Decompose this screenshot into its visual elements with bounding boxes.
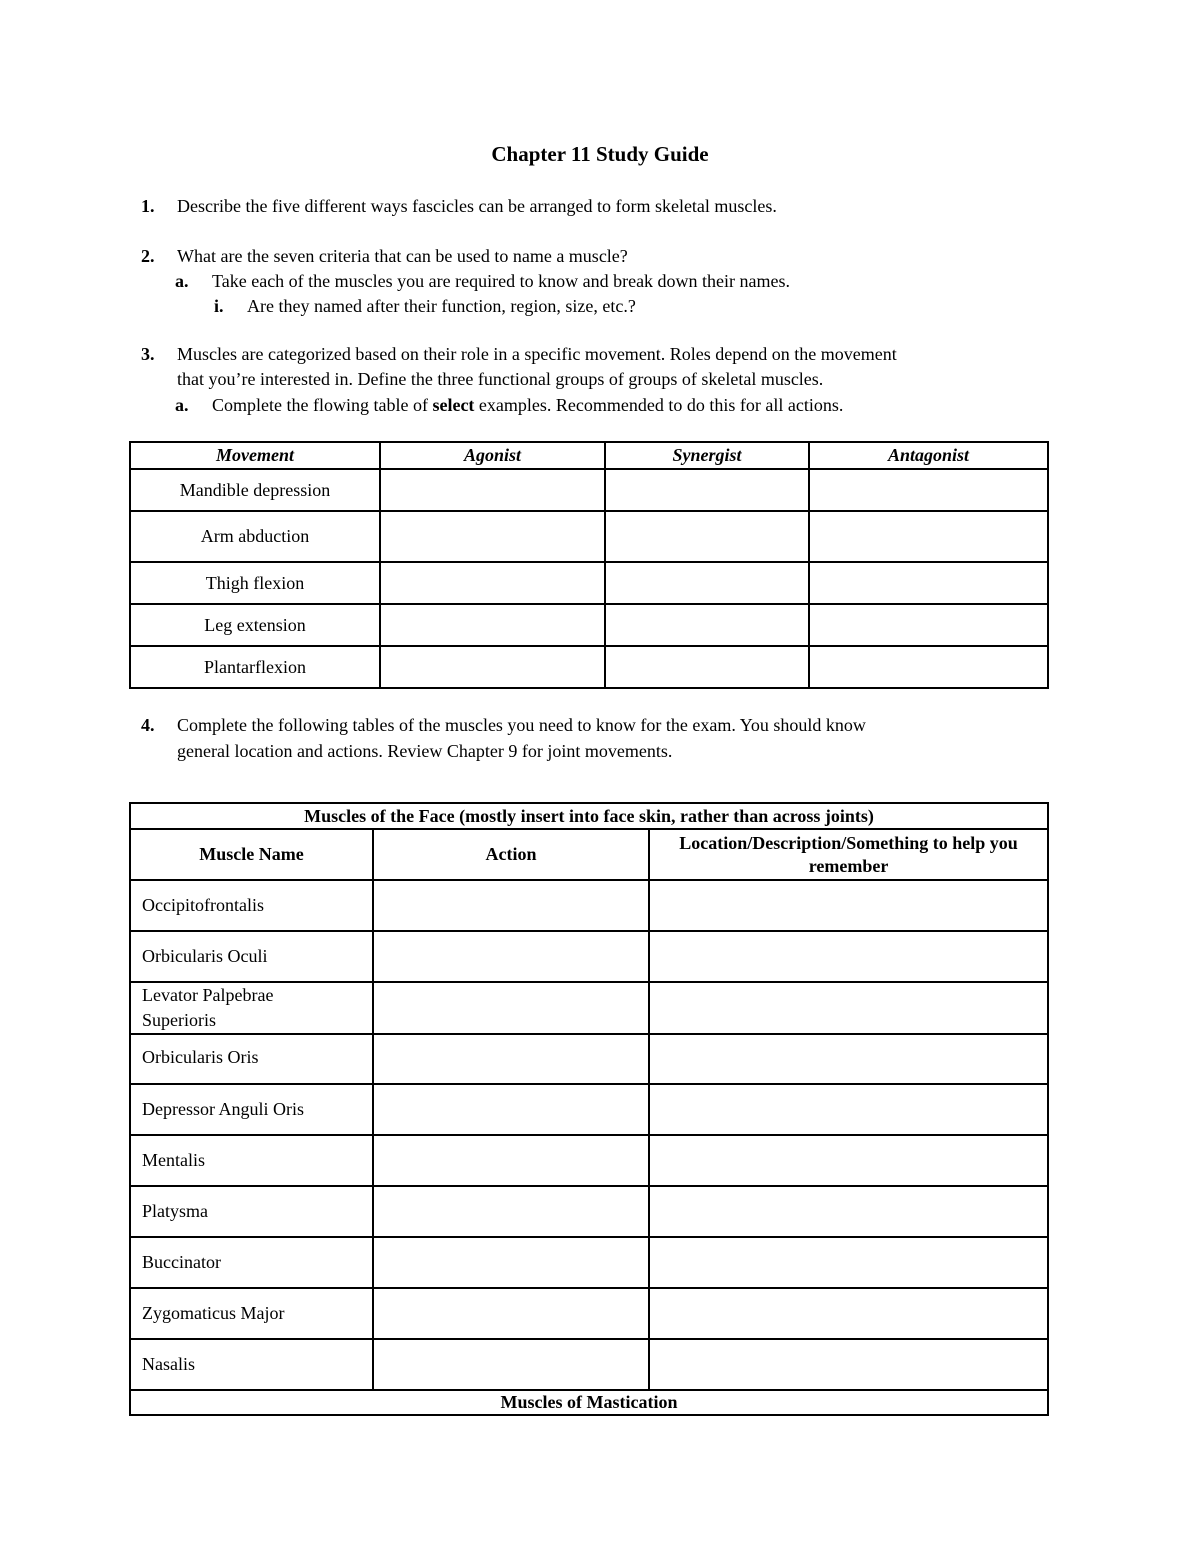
header-action: Action [373, 829, 649, 880]
question-number: 4. [141, 715, 155, 735]
header-muscle-name: Muscle Name [130, 829, 373, 880]
subquestion-text-bold: select [432, 395, 475, 415]
table-row [130, 469, 1048, 511]
header-antagonist: Antagonist [809, 442, 1048, 469]
question-text-line-2: general location and actions. Review Chapter 9 for joint movements. [177, 741, 673, 761]
subquestion-text-pre: Complete the flowing table of [212, 395, 433, 415]
action-cell[interactable] [373, 982, 649, 1034]
table-row [130, 982, 1048, 1034]
face-table-header-row [130, 829, 1048, 880]
action-cell[interactable] [373, 1186, 649, 1237]
subquestion-text: Take each of the muscles you are required to know and break down their names. [212, 271, 791, 291]
table-row [130, 511, 1048, 562]
muscle-name-cell: Occipitofrontalis [130, 880, 373, 931]
antagonist-cell[interactable] [809, 562, 1048, 604]
location-cell[interactable] [649, 982, 1048, 1034]
table-caption-row [130, 803, 1048, 829]
movement-table [129, 441, 1049, 689]
location-cell[interactable] [649, 1339, 1048, 1390]
subquestion-text: Are they named after their function, region, size, etc.? [247, 296, 636, 316]
antagonist-cell[interactable] [809, 469, 1048, 511]
muscle-name-cell: Mentalis [130, 1135, 373, 1186]
muscle-name-cell: Nasalis [130, 1339, 373, 1390]
synergist-cell[interactable] [605, 511, 809, 562]
movement-cell: Leg extension [130, 604, 380, 646]
table-row [130, 604, 1048, 646]
muscle-name-cell: Levator Palpebrae Superioris [130, 982, 373, 1034]
muscle-name-cell: Orbicularis Oris [130, 1034, 373, 1084]
location-cell[interactable] [649, 1084, 1048, 1135]
header-movement: Movement [130, 442, 380, 469]
action-cell[interactable] [373, 1237, 649, 1288]
next-section-row [130, 1390, 1048, 1415]
header-agonist: Agonist [380, 442, 605, 469]
table-row [130, 1339, 1048, 1390]
agonist-cell[interactable] [380, 604, 605, 646]
table-row [130, 1084, 1048, 1135]
question-text: What are the seven criteria that can be used to name a muscle? [177, 246, 628, 266]
antagonist-cell[interactable] [809, 511, 1048, 562]
question-text-line-1: Muscles are categorized based on their role in a specific movement. Roles depend on the movement [177, 344, 897, 364]
action-cell[interactable] [373, 1339, 649, 1390]
muscle-name-cell: Depressor Anguli Oris [130, 1084, 373, 1135]
section-heading-mastication: Muscles of Mastication [130, 1390, 1048, 1415]
movement-cell: Mandible depression [130, 469, 380, 511]
muscle-name-cell: Zygomaticus Major [130, 1288, 373, 1339]
table-row [130, 562, 1048, 604]
question-3 [0, 342, 1200, 422]
header-synergist: Synergist [605, 442, 809, 469]
synergist-cell[interactable] [605, 562, 809, 604]
muscle-name-cell: Platysma [130, 1186, 373, 1237]
page-title: Chapter 11 Study Guide [491, 142, 709, 166]
subquestion-text-post: examples. Recommended to do this for all actions. [474, 395, 844, 415]
subquestion-letter: a. [175, 271, 189, 291]
location-cell[interactable] [649, 1135, 1048, 1186]
table-row [130, 1237, 1048, 1288]
question-number: 1. [141, 196, 155, 216]
agonist-cell[interactable] [380, 562, 605, 604]
question-4 [0, 713, 1200, 768]
agonist-cell[interactable] [380, 511, 605, 562]
table-row [130, 1186, 1048, 1237]
antagonist-cell[interactable] [809, 604, 1048, 646]
action-cell[interactable] [373, 1034, 649, 1084]
table-row [130, 1135, 1048, 1186]
action-cell[interactable] [373, 1288, 649, 1339]
antagonist-cell[interactable] [809, 646, 1048, 688]
location-cell[interactable] [649, 1034, 1048, 1084]
agonist-cell[interactable] [380, 646, 605, 688]
muscle-name-cell: Orbicularis Oculi [130, 931, 373, 982]
header-location: Location/Description/Something to help you remember [649, 829, 1048, 880]
subquestion-roman: i. [214, 296, 224, 316]
location-cell[interactable] [649, 931, 1048, 982]
location-cell[interactable] [649, 1237, 1048, 1288]
question-2 [0, 244, 1200, 324]
movement-table-header-row [130, 442, 1048, 469]
movement-cell: Arm abduction [130, 511, 380, 562]
subquestion-letter: a. [175, 395, 189, 415]
question-text-line-1: Complete the following tables of the muscles you need to know for the exam. You should know [177, 715, 866, 735]
synergist-cell[interactable] [605, 646, 809, 688]
question-number: 2. [141, 246, 155, 266]
action-cell[interactable] [373, 1135, 649, 1186]
action-cell[interactable] [373, 931, 649, 982]
table-caption: Muscles of the Face (mostly insert into face skin, rather than across joints) [130, 803, 1048, 829]
movement-cell: Thigh flexion [130, 562, 380, 604]
face-muscles-table [129, 802, 1049, 1416]
action-cell[interactable] [373, 880, 649, 931]
table-row [130, 1034, 1048, 1084]
agonist-cell[interactable] [380, 469, 605, 511]
table-row [130, 1288, 1048, 1339]
synergist-cell[interactable] [605, 604, 809, 646]
location-cell[interactable] [649, 880, 1048, 931]
table-row [130, 931, 1048, 982]
action-cell[interactable] [373, 1084, 649, 1135]
table-row [130, 880, 1048, 931]
synergist-cell[interactable] [605, 469, 809, 511]
question-text: Describe the five different ways fascicles can be arranged to form skeletal muscles. [177, 196, 777, 216]
location-cell[interactable] [649, 1186, 1048, 1237]
muscle-name-cell: Buccinator [130, 1237, 373, 1288]
table-row [130, 646, 1048, 688]
question-text-line-2: that you’re interested in. Define the three functional groups of groups of skeletal muscles. [177, 369, 824, 389]
movement-cell: Plantarflexion [130, 646, 380, 688]
subquestion-text [212, 393, 843, 418]
location-cell[interactable] [649, 1288, 1048, 1339]
question-number: 3. [141, 344, 155, 364]
